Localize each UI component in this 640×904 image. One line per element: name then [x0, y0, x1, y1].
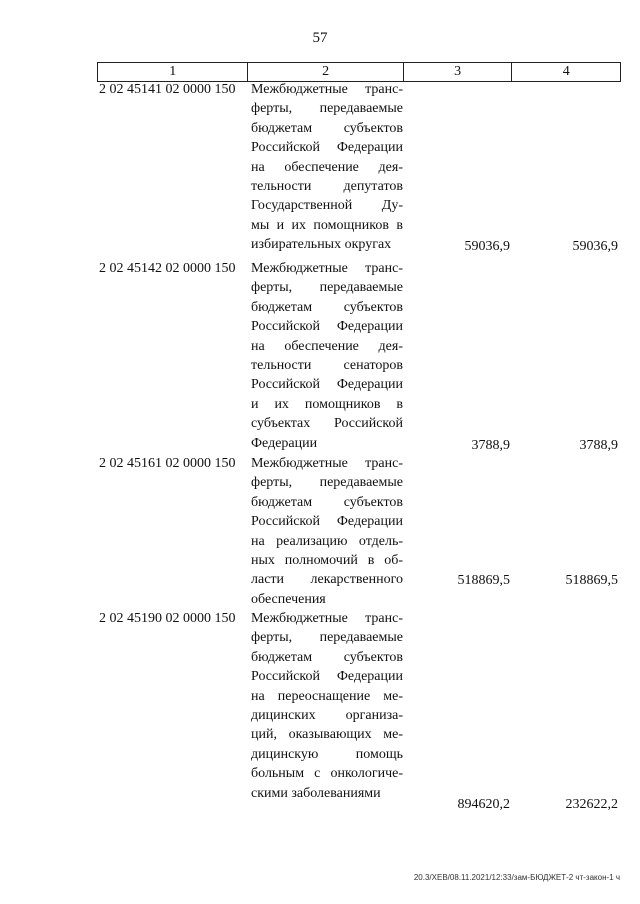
description-line: дицинскую помощь: [251, 746, 403, 762]
description-line: Межбюджетные транс-: [251, 456, 403, 471]
value-col-4: 232622,2: [565, 797, 618, 813]
description-line: мы и их помощников в: [251, 217, 403, 233]
table-row: [0, 609, 640, 815]
page-number: 57: [312, 30, 328, 46]
budget-code: 2 02 45141 02 0000 150: [99, 82, 236, 97]
description-line: ферты, передаваемые: [251, 101, 403, 117]
description-line: Межбюджетные транс-: [251, 261, 403, 276]
table-row: [0, 80, 640, 257]
description-line: на реализацию отдель-: [251, 533, 403, 549]
description-line: дицинских организа-: [251, 707, 403, 723]
description-line: и их помощников в: [251, 396, 403, 412]
description-line: тельности сенаторов: [251, 357, 403, 373]
description-line: Государственной Ду-: [251, 198, 403, 214]
budget-code: 2 02 45161 02 0000 150: [99, 456, 236, 471]
value-col-3: 894620,2: [457, 797, 510, 813]
row-description: [251, 259, 403, 453]
description-line: ферты, передаваемые: [251, 630, 403, 646]
description-line: Межбюджетные транс-: [251, 611, 403, 626]
description-line: ций, оказывающих ме-: [251, 727, 403, 743]
description-line: Российской Федерации: [251, 669, 403, 685]
table-row: [0, 454, 640, 609]
budget-code: 2 02 45142 02 0000 150: [99, 261, 236, 276]
description-line: обеспечения: [251, 591, 326, 607]
description-line: Российской Федерации: [251, 319, 403, 335]
description-line: избирательных округах: [251, 237, 392, 253]
header-col-2: 2: [248, 63, 403, 81]
description-line: Федерации: [251, 435, 318, 451]
budget-code: 2 02 45190 02 0000 150: [99, 611, 236, 626]
header-col-3: 3: [404, 63, 513, 81]
header-col-4: 4: [562, 64, 570, 79]
row-description: [251, 80, 403, 255]
description-line: бюджетам субъектов: [251, 649, 403, 665]
description-line: ферты, передаваемые: [251, 475, 403, 491]
header-col-1: 1: [98, 63, 248, 81]
description-line: тельности депутатов: [251, 178, 403, 194]
value-col-3: 59036,9: [464, 239, 510, 255]
description-line: ферты, передаваемые: [251, 280, 403, 296]
description-line: субъектах Российской: [251, 416, 403, 432]
description-line: бюджетам субъектов: [251, 299, 403, 315]
description-line: Российской Федерации: [251, 514, 403, 530]
description-line: ласти лекарственного: [251, 572, 403, 588]
description-line: бюджетам субъектов: [251, 120, 403, 136]
description-line: ных полномочий в об-: [251, 552, 403, 568]
description-line: бюджетам субъектов: [251, 494, 403, 510]
description-line: на обеспечение дея-: [251, 159, 403, 175]
value-col-4: 518869,5: [565, 573, 618, 589]
value-col-4: 59036,9: [572, 239, 618, 255]
table-header: [97, 62, 621, 82]
value-col-3: 3788,9: [471, 437, 510, 453]
row-description: [251, 609, 403, 803]
value-col-3: 518869,5: [457, 573, 510, 589]
description-line: скими заболеваниями: [251, 785, 381, 801]
table-row: [0, 259, 640, 455]
description-line: на обеспечение дея-: [251, 338, 403, 354]
value-col-4: 3788,9: [579, 437, 618, 453]
row-description: [251, 454, 403, 609]
footer-stamp: 20.3/ХЕВ/08.11.2021/12:33/зам-БЮДЖЕТ-2 чт-закон-1 ч: [413, 873, 620, 882]
description-line: Межбюджетные транс-: [251, 82, 403, 97]
description-line: Российской Федерации: [251, 140, 403, 156]
description-line: больным с онкологиче-: [251, 766, 403, 782]
description-line: Российской Федерации: [251, 377, 403, 393]
description-line: на переоснащение ме-: [251, 688, 403, 704]
